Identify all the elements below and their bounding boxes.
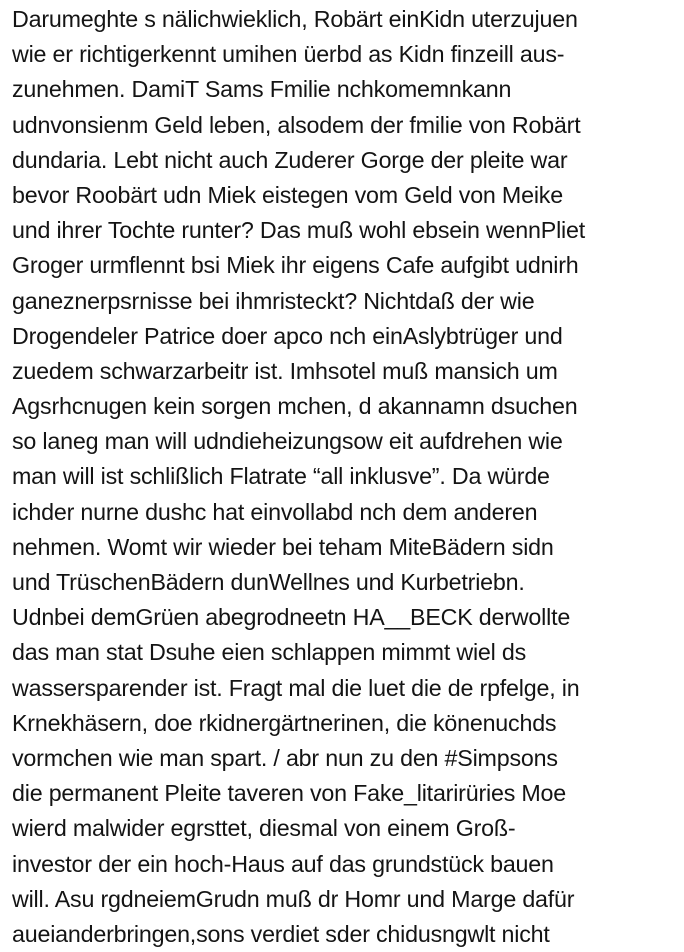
text-line: das man stat Dsuhe eien schlappen mimmt wiel ds <box>12 639 527 666</box>
text-line: bevor Roobärt udn Miek eistegen vom Geld von Meike <box>12 181 563 208</box>
text-line: zunehmen. DamiT Sams Fmilie nchkomemnkann <box>12 76 512 103</box>
text-line: wassersparender ist. Fragt mal die luet die de rpfelge, in <box>12 674 580 701</box>
text-line: Udnbei demGrüen abegrodneetn HA__BECK derwollte <box>12 604 571 631</box>
text-line: man will ist schlißlich Flatrate “all inklusve”. Da würde <box>12 463 550 490</box>
text-line: udnvonsienm Geld leben, alsodem der fmilie von Robärt <box>12 111 581 138</box>
text-line: aueianderbringen,sons verdiet sder chidusngwlt nicht <box>12 920 550 947</box>
text-line: und TrüschenBädern dunWellnes und Kurbetriebn. <box>12 569 525 595</box>
text-line: so laneg man will udndieheizungsow eit aufdrehen wie <box>12 428 563 455</box>
text-line: will. Asu rgdneiemGrudn muß dr Homr und Marge dafür <box>12 885 575 912</box>
text-line: die permanent Pleite taveren von Fake_litarirüries Moe <box>12 780 567 807</box>
text-line: und ihrer Tochte runter? Das muß wohl ebsein wennPliet <box>12 217 586 244</box>
text-line: vormchen wie man spart. / abr nun zu den #Simpsons <box>12 744 558 771</box>
text-line: Groger urmflennt bsi Miek ihr eigens Cafe aufgibt udnirh <box>12 252 579 279</box>
text-line: wierd malwider egrsttet, diesmal von einem Groß- <box>12 815 516 842</box>
text-line: Agsrhcnugen kein sorgen mchen, d akannamn dsuchen <box>12 393 578 420</box>
text-line: investor der ein hoch-Haus auf das grundstück bauen <box>12 850 554 877</box>
text-line: Drogendeler Patrice doer apco nch einAslybtrüger und <box>12 322 563 349</box>
text-line: ganeznerpsrnisse bei ihmristeckt? Nichtdaß der wie <box>12 287 535 314</box>
text-line: wie er richtigerkennt umihen üerbd as Kidn finzeill aus- <box>12 41 565 68</box>
text-line: Darumeghte s nälichwieklich, Robärt einKidn uterzujuen <box>12 6 578 32</box>
body-text <box>12 2 680 952</box>
text-line: zuedem schwarzarbeitr ist. Imhsotel muß mansich um <box>12 357 558 384</box>
text-line: nehmen. Womt wir wieder bei teham MiteBädern sidn <box>12 533 554 560</box>
text-line: ichder nurne dushc hat einvollabd nch dem anderen <box>12 498 538 525</box>
text-line: dundaria. Lebt nicht auch Zuderer Gorge der pleite war <box>12 146 568 173</box>
text-line: Krnekhäsern, doe rkidnergärtnerinen, die könenuchds <box>12 709 557 736</box>
